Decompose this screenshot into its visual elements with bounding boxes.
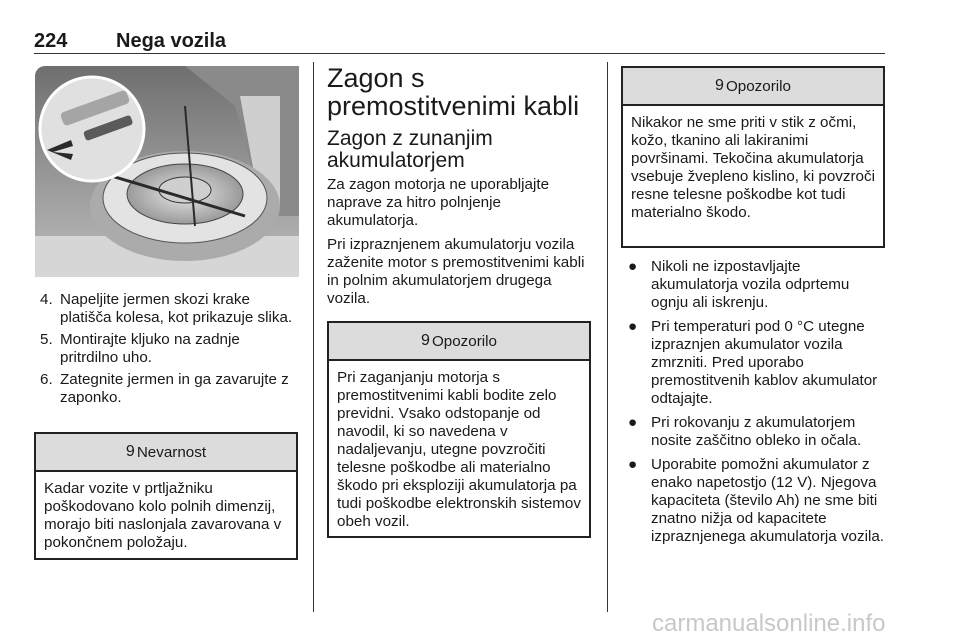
bullet-icon: ● <box>628 258 638 275</box>
danger-box-body: Kadar vozite v prtljažniku poškodovano kolo polnih dimenzij, morajo biti naslonjala zavarovana v pokončnem položaju. <box>44 480 282 551</box>
middle-column <box>327 64 593 314</box>
paragraph: Pri izpraznjenem akumulatorju vozila zaženite motor s premostitvenimi kabli in polnim akumulatorjem drugega vozila. <box>327 236 585 307</box>
watermark: carmanualsonline.info <box>652 610 886 637</box>
warning-triangle-icon: 9 <box>715 77 724 94</box>
list-item: ● Nikoli ne izpostavljajte akumulatorja vozila odprtemu ognju ali iskrenju. <box>628 258 850 311</box>
chapter-heading: Zagon s premostitvenimi kabli <box>327 63 580 121</box>
danger-box-header <box>36 434 296 472</box>
danger-box-title: Nevarnost <box>136 443 207 461</box>
bullet-icon: ● <box>628 414 638 431</box>
bullet-icon: ● <box>628 456 638 473</box>
warning-triangle-icon: 9 <box>421 332 430 349</box>
column-divider-2 <box>607 62 608 612</box>
warning-box-middle <box>327 321 591 538</box>
warning-box-right <box>621 66 885 248</box>
list-item: ● Pri rokovanju z akumulatorjem nosite zaščitno obleko in očala. <box>628 414 862 449</box>
step-item: 5. Montirajte kljuko na zadnje pritrdilno uho. <box>40 331 240 366</box>
warning-box-header <box>623 68 883 106</box>
spare-wheel-illustration <box>35 66 299 277</box>
sub-heading: Zagon z zunanjim akumulatorjem <box>327 127 493 172</box>
page-header <box>34 30 884 52</box>
instruction-steps <box>40 291 302 411</box>
warning-box-body: Pri zaganjanju motorja s premostitvenimi kabli bodite zelo previdni. Vsako odstopanje od navodil, ki so navedena v nadaljevanju, utegne povzročiti telesne poškodbe ali materialno škodo pri eksploziji akumulatorja pa tudi poškodbe elektronskih sistemov obeh vozil. <box>337 369 581 530</box>
list-item: ● Pri temperaturi pod 0 °C utegne izpraznjen akumulator vozila zmrzniti. Pred uporabo premostitvenih kablov akumulator odtajajte. <box>628 318 878 407</box>
step-item: 6. Zategnite jermen in ga zavarujte z zaponko. <box>40 371 289 406</box>
list-item: ● Uporabite pomožni akumulator z enako napetostjo (12 V). Njegova kapaciteta (število Ah) ne sme biti znatno nižja od kapacitete izpraznjenega akumulatorja vozila. <box>628 456 885 545</box>
page-number: 224 <box>34 30 68 52</box>
warning-box-title: Opozorilo <box>725 77 791 95</box>
danger-box <box>34 432 298 560</box>
warning-box-header <box>329 323 589 361</box>
paragraph: Za zagon motorja ne uporabljajte naprave za hitro polnjenje akumulatorja. <box>327 176 550 229</box>
warning-triangle-icon: 9 <box>125 443 135 460</box>
header-rule <box>34 53 885 54</box>
bullet-icon: ● <box>628 318 638 335</box>
warning-box-body: Nikakor ne sme priti v stik z očmi, kožo, tkanino ali lakiranimi površinami. Tekočina akumulatorja vsebuje žveplenо kislino, ki povzroči resne telesne poškodbe kot tudi materialno škodo. <box>631 114 875 221</box>
column-divider-1 <box>313 62 314 612</box>
warning-box-title: Opozorilo <box>431 332 497 350</box>
safety-bullet-list <box>625 258 887 552</box>
step-item: 4. Napeljite jermen skozi krake platišča kolesa, kot prikazuje slika. <box>40 291 293 326</box>
section-title: Nega vozila <box>116 30 227 52</box>
